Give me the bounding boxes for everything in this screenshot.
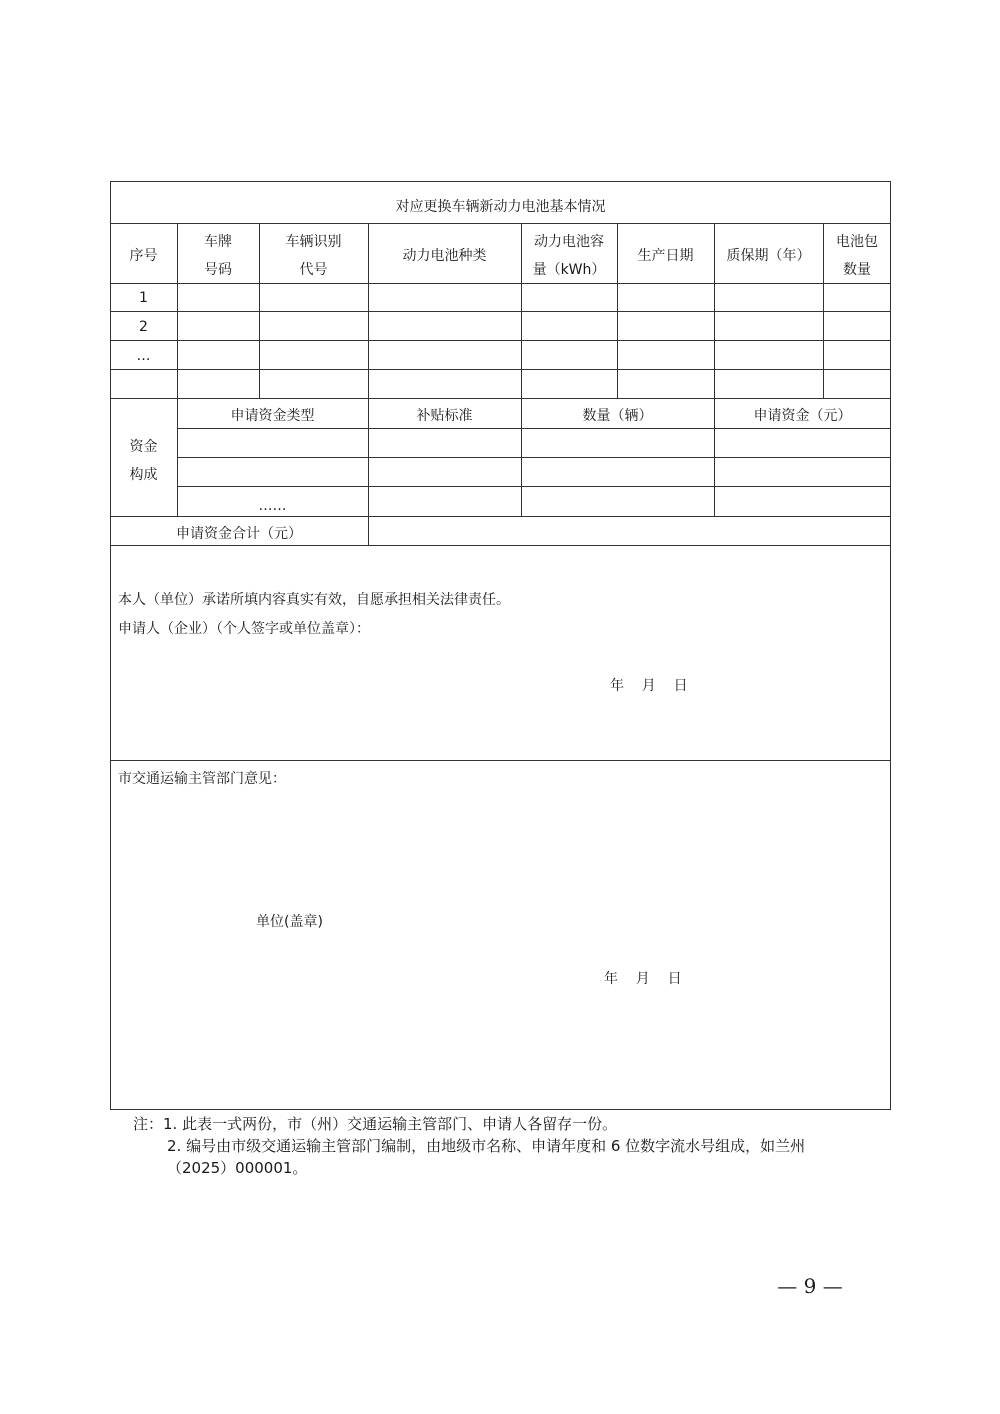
funds-header-standard: 补贴标准 [416, 408, 473, 424]
header-plate-line1: 车牌 [204, 234, 232, 250]
table-line [110, 760, 891, 761]
applicant-signature-label: 申请人（企业）（个人签字或单位盖章）： [118, 621, 370, 637]
opinion-label: 市交通运输主管部门意见： [118, 771, 286, 787]
header-seq: 序号 [129, 248, 158, 264]
header-capacity-line1: 动力电池容 [534, 234, 604, 250]
table-line [177, 457, 891, 458]
header-battery-type: 动力电池种类 [402, 248, 487, 264]
header-pack-count-line2: 数量 [843, 262, 871, 278]
table-title: 对应更换车辆新动力电池基本情况 [395, 199, 606, 215]
note-line-1: 注：1. 此表一式两份，市（州）交通运输主管部门、申请人各留存一份。 [133, 1115, 618, 1133]
row-number: … [136, 348, 151, 364]
table-line [110, 369, 891, 370]
table-line [110, 545, 891, 546]
funds-label-line1: 资金 [129, 439, 158, 455]
opinion-date: 年 月 日 [604, 971, 682, 987]
table-line [177, 486, 891, 487]
table-line [110, 516, 891, 517]
commitment-date: 年 月 日 [610, 678, 688, 694]
table-line [110, 340, 891, 341]
table-line [110, 283, 891, 284]
seal-label: 单位(盖章) [256, 914, 323, 930]
table-line [110, 223, 891, 224]
header-vin-line1: 车辆识别 [285, 234, 342, 250]
funds-total-label: 申请资金合计（元） [176, 526, 302, 542]
header-production-date: 生产日期 [637, 248, 694, 264]
funds-label-line2: 构成 [129, 467, 158, 483]
header-vin-line2: 代号 [299, 262, 328, 278]
header-plate-line2: 号码 [204, 262, 232, 278]
funds-ellipsis: …… [258, 498, 287, 514]
note-line-3: （2025）000001。 [167, 1159, 308, 1177]
note-line-2: 2. 编号由市级交通运输主管部门编制，由地级市名称、申请年度和 6 位数字流水号组成，如兰州 [167, 1137, 806, 1155]
table-line [177, 428, 891, 429]
funds-header-type: 申请资金类型 [230, 408, 315, 424]
header-pack-count-line1: 电池包 [836, 234, 878, 250]
header-warranty: 质保期（年） [726, 248, 811, 264]
row-number: 1 [139, 290, 148, 306]
funds-header-quantity: 数量（辆） [582, 408, 653, 424]
table-line [110, 398, 891, 399]
commitment-statement: 本人（单位）承诺所填内容真实有效，自愿承担相关法律责任。 [118, 592, 510, 608]
table-line [110, 311, 891, 312]
page-number: — 9 — [777, 1274, 843, 1298]
funds-header-amount: 申请资金（元） [753, 408, 852, 424]
row-number: 2 [139, 319, 148, 335]
header-capacity-line2: 量（kWh） [532, 262, 606, 278]
application-form-table [110, 181, 891, 1110]
